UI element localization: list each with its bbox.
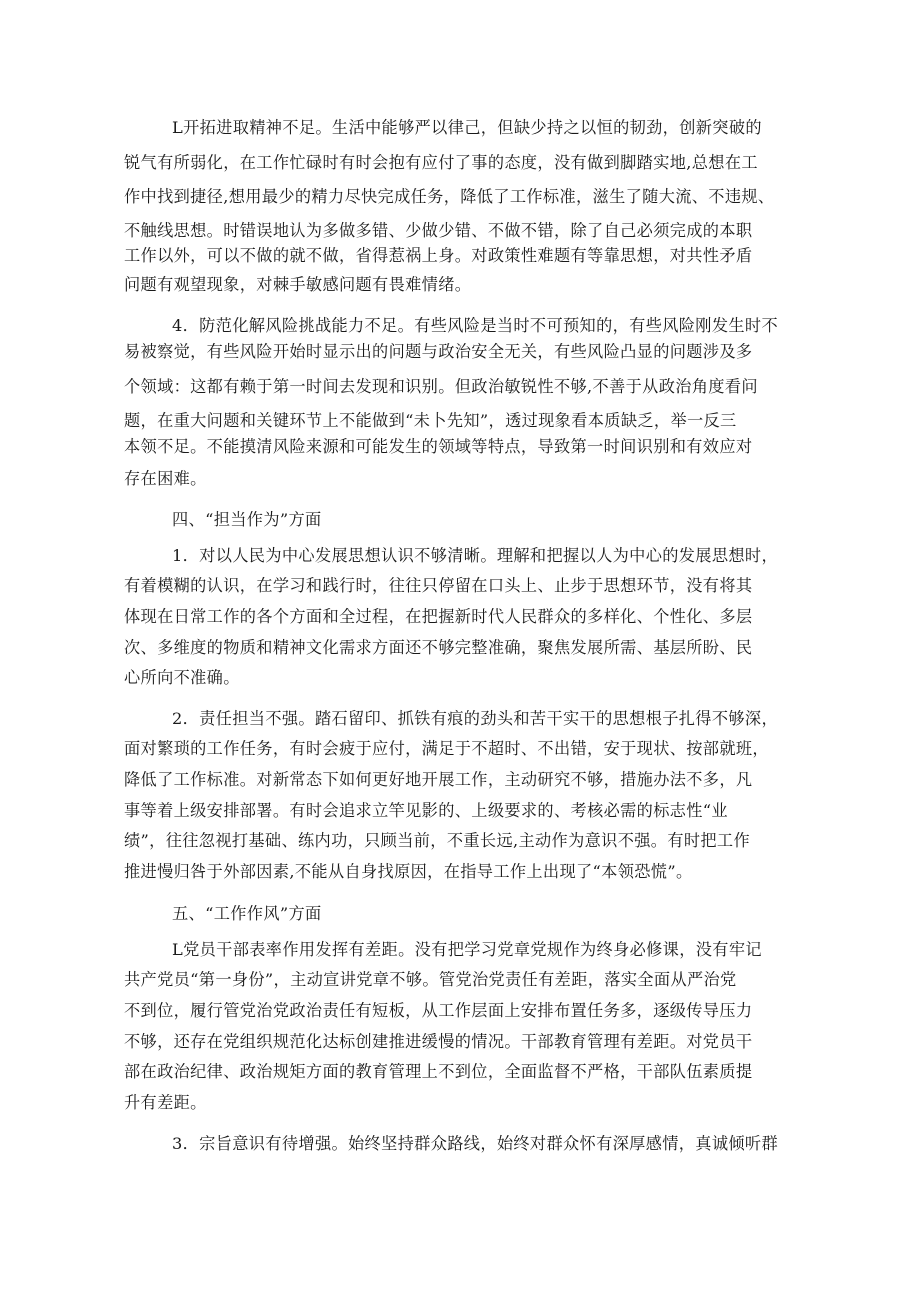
text-line: 推进慢归咎于外部因素,不能从自身找原因，在指导工作上出现了“本领恐慌”。 [124, 862, 693, 881]
text-line: 题，在重大问题和关键环节上不能做到“未卜先知”，透过现象看本质缺乏，举一反三 [124, 411, 737, 430]
text-line: 1．对以人民为中心发展思想认识不够清晰。理解和把握以人为中心的发展思想时， [172, 546, 778, 565]
text-line: L党员干部表率作用发挥有差距。没有把学习党章党规作为终身必修课，没有牢记 [172, 940, 762, 959]
text-line: 绩”，往往忽视打基础、练内功，只顾当前，不重长远,主动作为意识不强。有时把工作 [124, 831, 751, 850]
text-line: 体现在日常工作的各个方面和全过程，在把握新时代人民群众的多样化、个性化、多层 [124, 607, 753, 626]
text-line: 不够，还存在党组织规范化达标创建推进缓慢的情况。干部教育管理有差距。对党员干 [124, 1032, 753, 1051]
text-line: 面对繁琐的工作任务，有时会疲于应付，满足于不超时、不出错，安于现状、按部就班， [124, 739, 769, 758]
text-line: 不触线思想。时错误地认为多做多错、少做少错、不做不错，除了自己必须完成的本职 [124, 221, 753, 240]
text-line: 本领不足。不能摸清风险来源和可能发生的领域等特点，导致第一时间识别和有效应对 [124, 437, 753, 456]
text-line: 共产党员“第一身份”，主动宣讲党章不够。管党治党责任有差距，落实全面从严治党 [124, 970, 737, 989]
text-line: L开拓进取精神不足。生活中能够严以律己，但缺少持之以恒的韧劲，创新突破的 [172, 118, 762, 137]
text-line: 4．防范化解风险挑战能力不足。有些风险是当时不可预知的，有些风险刚发生时不 [172, 316, 778, 335]
text-line: 工作以外，可以不做的就不做，省得惹祸上身。对政策性难题有等靠思想，对共性矛盾 [124, 246, 753, 265]
text-line: 作中找到捷径,想用最少的精力尽快完成任务，降低了工作标准，滋生了随大流、不违规、 [124, 187, 775, 206]
text-line: 问题有观望现象，对棘手敏感问题有畏难情绪。 [124, 275, 472, 294]
text-line: 有着模糊的认识，在学习和践行时，往往只停留在口头上、止步于思想环节，没有将其 [124, 576, 753, 595]
section-heading-responsibility: 四、“担当作为”方面 [172, 510, 322, 529]
text-line: 事等着上级安排部署。有时会追求立竿见影的、上级要求的、考核必需的标志性“业 [124, 801, 728, 820]
section-heading-work-style: 五、“工作作风”方面 [172, 904, 322, 923]
text-line: 2．责任担当不强。踏石留印、抓铁有痕的劲头和苦干实干的思想根子扎得不够深， [172, 709, 778, 728]
text-line: 不到位，履行管党治党政治责任有短板，从工作层面上安排布置任务多，逐级传导压力 [124, 1001, 753, 1020]
text-line: 存在困难。 [124, 469, 207, 488]
text-line: 次、多维度的物质和精神文化需求方面还不够完整准确，聚焦发展所需、基层所盼、民 [124, 638, 753, 657]
text-line: 升有差距。 [124, 1093, 207, 1112]
text-line: 降低了工作标准。对新常态下如何更好地开展工作，主动研究不够，措施办法不多，凡 [124, 770, 753, 789]
text-line: 心所向不准确。 [124, 668, 240, 687]
text-line: 部在政治纪律、政治规矩方面的教育管理上不到位，全面监督不严格，干部队伍素质提 [124, 1062, 753, 1081]
text-line: 3．宗旨意识有待增强。始终坚持群众路线，始终对群众怀有深厚感情，真诚倾听群 [172, 1134, 778, 1153]
text-line: 锐气有所弱化，在工作忙碌时有时会抱有应付了事的态度，没有做到脚踏实地,总想在工 [124, 153, 758, 172]
text-line: 易被察觉，有些风险开始时显示出的问题与政治安全无关，有些风险凸显的问题涉及多 [124, 342, 753, 361]
text-line: 个领域：这都有赖于第一时间去发现和识别。但政治敏锐性不够,不善于从政治角度看问 [124, 377, 758, 396]
